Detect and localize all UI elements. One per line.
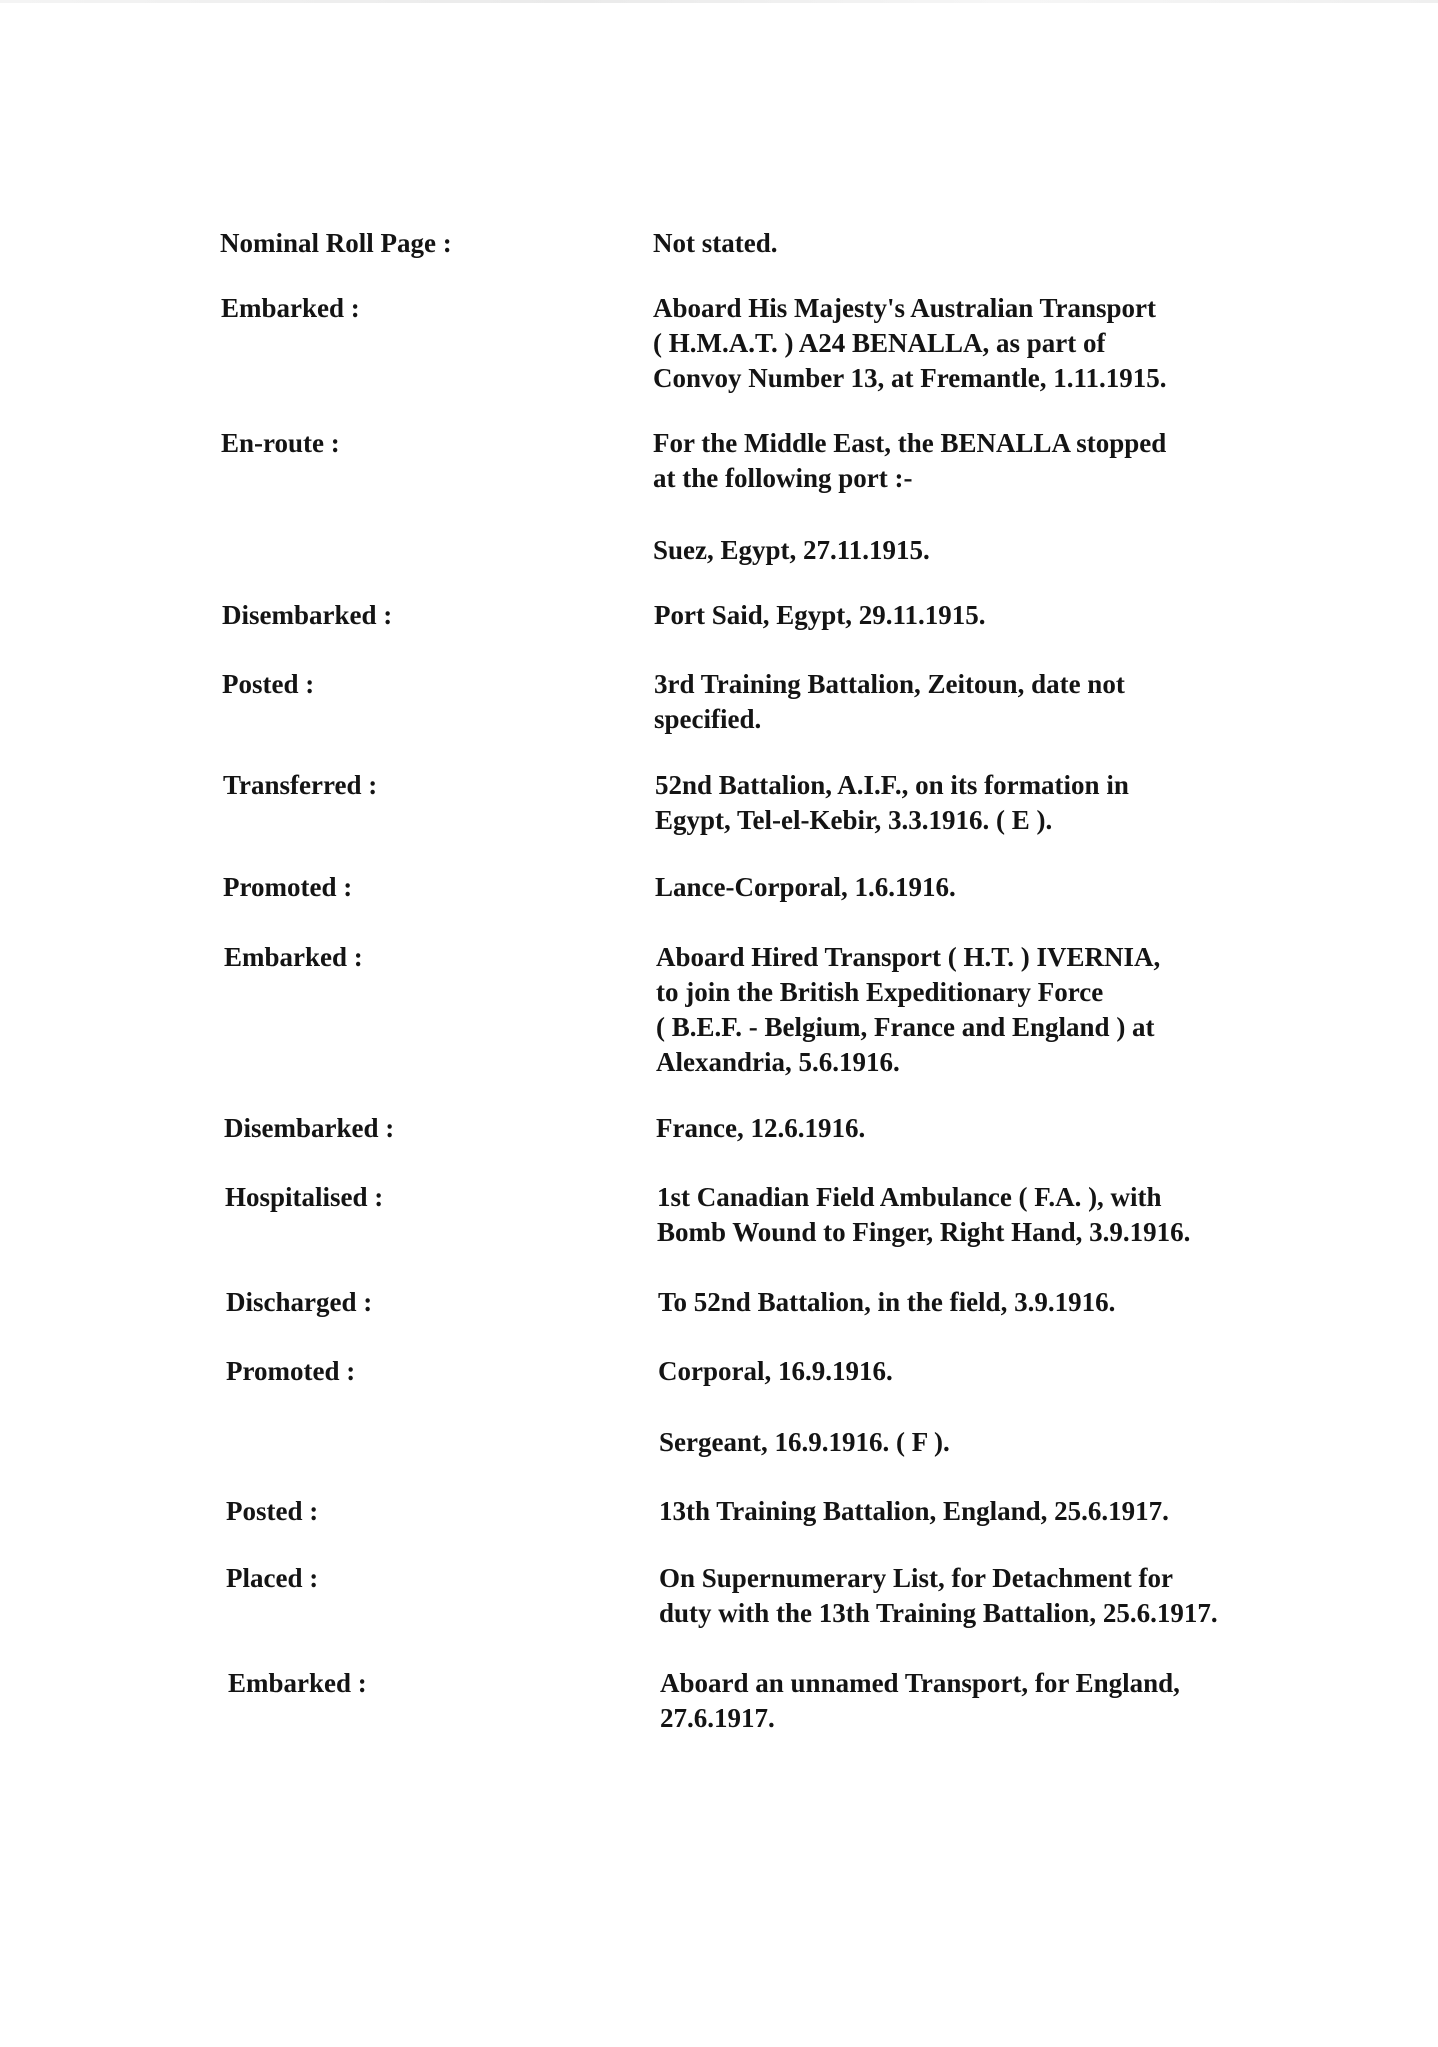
scan-edge — [0, 0, 1438, 3]
entry-value-line: 1st Canadian Field Ambulance ( F.A. ), with — [657, 1182, 1162, 1212]
entry-value-line: Lance-Corporal, 1.6.1916. — [655, 872, 956, 902]
entry-label: Disembarked : — [224, 1113, 395, 1143]
entry-value-line: Sergeant, 16.9.1916. ( F ). — [659, 1427, 950, 1457]
entry-label: Posted : — [226, 1496, 319, 1526]
entry-value-line: Aboard His Majesty's Australian Transport — [653, 293, 1157, 323]
entry-value-line: duty with the 13th Training Battalion, 25.6.1917. — [659, 1598, 1218, 1628]
entry-value-line: Alexandria, 5.6.1916. — [656, 1047, 900, 1077]
entry-value — [660, 1666, 1180, 1736]
entry-value-line: Aboard an unnamed Transport, for England, — [660, 1668, 1180, 1698]
entry-value-line: 52nd Battalion, A.I.F., on its formation in — [655, 770, 1129, 800]
entry-label: En-route : — [221, 428, 340, 458]
entry-value-line: at the following port :- — [653, 463, 913, 493]
entry-value — [658, 1354, 893, 1389]
entry-label: Promoted : — [226, 1356, 356, 1386]
entry-label: Disembarked : — [222, 600, 393, 630]
entry-value-line: specified. — [654, 704, 762, 734]
entry-label: Promoted : — [223, 872, 353, 902]
entry-value-line: Suez, Egypt, 27.11.1915. — [653, 535, 930, 565]
entry-value-line: Convoy Number 13, at Fremantle, 1.11.1915. — [653, 363, 1167, 393]
entry-value-line: 27.6.1917. — [660, 1703, 775, 1733]
entry-value-line: 3rd Training Battalion, Zeitoun, date not — [654, 669, 1125, 699]
entry-value — [654, 598, 986, 633]
entry-label: Transferred : — [223, 770, 378, 800]
entry-value-line: Bomb Wound to Finger, Right Hand, 3.9.1916. — [657, 1217, 1191, 1247]
entry-value-line: to join the British Expeditionary Force — [656, 977, 1104, 1007]
entry-value — [653, 426, 1166, 496]
entry-value-line: Egypt, Tel-el-Kebir, 3.3.1916. ( E ). — [655, 805, 1053, 835]
entry-value — [653, 533, 930, 568]
entry-value — [654, 667, 1125, 737]
entry-label: Discharged : — [226, 1287, 373, 1317]
entry-label: Embarked : — [221, 293, 360, 323]
entry-value-line: ( H.M.A.T. ) A24 BENALLA, as part of — [653, 328, 1106, 358]
entry-value-line: Not stated. — [653, 228, 778, 258]
entry-value-line: For the Middle East, the BENALLA stopped — [653, 428, 1167, 458]
entry-label: Posted : — [222, 669, 315, 699]
entry-value — [655, 768, 1129, 838]
entry-value-line: To 52nd Battalion, in the field, 3.9.1916. — [658, 1287, 1116, 1317]
entry-value-line: 13th Training Battalion, England, 25.6.1917. — [659, 1496, 1169, 1526]
entry-value-line: Corporal, 16.9.1916. — [658, 1356, 893, 1386]
entry-value — [657, 1180, 1190, 1250]
entry-value — [655, 870, 956, 905]
entry-value — [659, 1494, 1169, 1529]
entry-value-line: France, 12.6.1916. — [656, 1113, 866, 1143]
entry-label: Placed : — [226, 1563, 319, 1593]
entry-value — [656, 1111, 865, 1146]
entry-value-line: On Supernumerary List, for Detachment for — [659, 1563, 1173, 1593]
entry-value — [659, 1561, 1218, 1631]
entry-value-line: ( B.E.F. - Belgium, France and England ) at — [656, 1012, 1155, 1042]
entry-value-line: Aboard Hired Transport ( H.T. ) IVERNIA, — [656, 942, 1161, 972]
entry-value — [653, 291, 1166, 396]
entry-label: Embarked : — [228, 1668, 367, 1698]
entry-label: Embarked : — [224, 942, 363, 972]
entry-value — [656, 940, 1160, 1080]
entry-label: Hospitalised : — [225, 1182, 384, 1212]
entry-value — [659, 1425, 950, 1460]
entry-value — [653, 226, 777, 261]
entry-value — [658, 1285, 1115, 1320]
entry-value-line: Port Said, Egypt, 29.11.1915. — [654, 600, 986, 630]
entry-label: Nominal Roll Page : — [220, 228, 452, 258]
